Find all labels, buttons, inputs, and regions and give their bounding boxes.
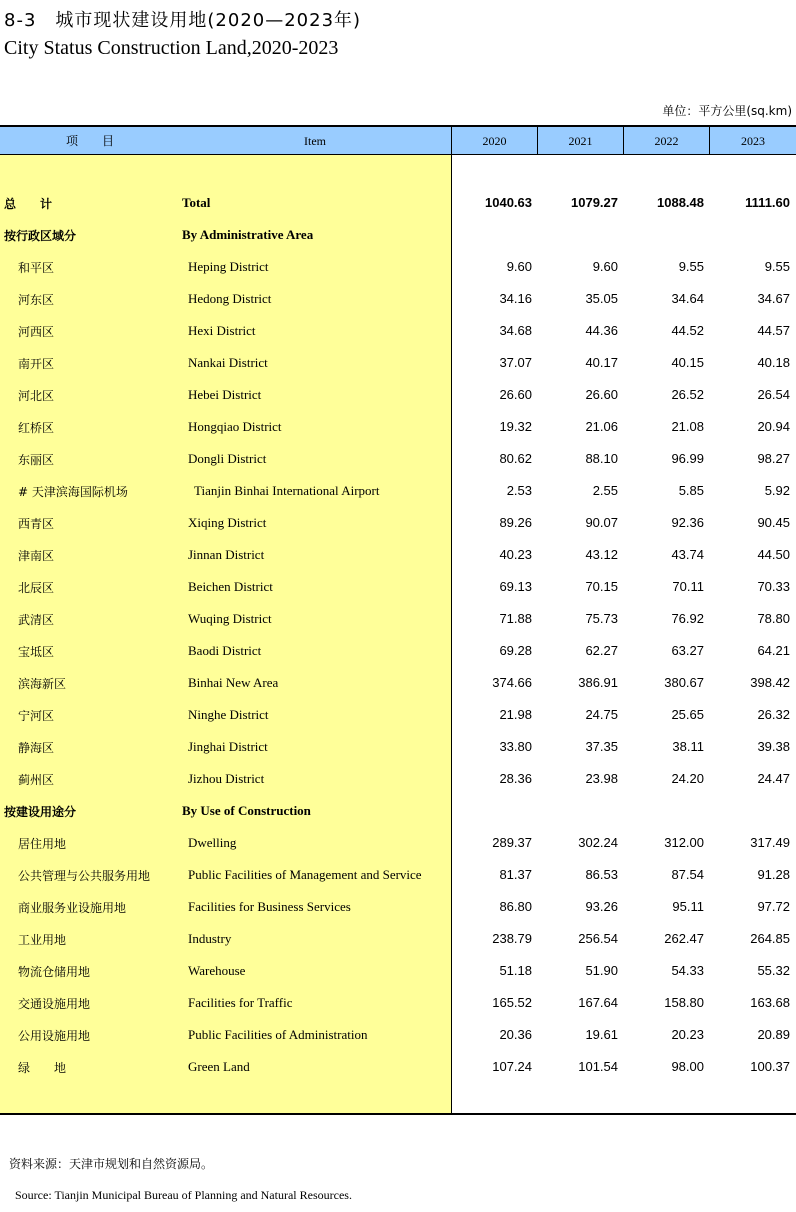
row-value-2022: 1088.48 [657,195,704,210]
table-row [0,955,796,987]
header-year: 2022 [654,134,679,148]
table-row [0,283,796,315]
row-value-2023: 24.47 [757,771,790,786]
row-value-2021: 88.10 [585,451,618,466]
row-label-cn: 河东区 [18,293,55,307]
row-value-2023: 100.37 [750,1059,790,1074]
row-label-cn: 物流仓储用地 [18,965,91,979]
table-row [0,411,796,443]
row-value-2021: 26.60 [585,387,618,402]
row-value-2020: 81.37 [499,867,532,882]
row-label-en: Binhai New Area [188,675,279,690]
row-value-2020: 40.23 [499,547,532,562]
row-value-2022: 43.74 [671,547,704,562]
table-bottom-rule [0,1113,796,1115]
row-label-en: Hebei District [188,387,262,402]
row-value-2021: 51.90 [585,963,618,978]
row-label-en: Public Facilities of Administration [188,1027,368,1042]
row-value-2020: 26.60 [499,387,532,402]
row-value-2020: 165.52 [492,995,532,1010]
row-value-2023: 163.68 [750,995,790,1010]
row-value-2020: 1040.63 [485,195,532,210]
row-value-2023: 264.85 [750,931,790,946]
row-value-2022: 40.15 [671,355,704,370]
row-value-2023: 97.72 [757,899,790,914]
row-value-2021: 40.17 [585,355,618,370]
table-row [0,347,796,379]
data-table [0,125,796,1115]
row-label-en: Ninghe District [188,707,269,722]
row-label-en: By Administrative Area [182,227,314,242]
row-value-2022: 70.11 [672,579,704,594]
table-row [0,731,796,763]
row-label-en: Beichen District [188,579,273,594]
row-value-2020: 80.62 [499,451,532,466]
row-label-cn: 交通设施用地 [18,997,91,1011]
row-value-2021: 70.15 [585,579,618,594]
row-value-2020: 69.28 [499,643,532,658]
row-value-2023: 78.80 [757,611,790,626]
table-row [0,571,796,603]
row-value-2023: 64.21 [757,643,790,658]
row-label-en: Heping District [188,259,269,274]
table-row [0,539,796,571]
table-row [0,923,796,955]
row-value-2021: 386.91 [578,675,618,690]
table-row [0,1051,796,1083]
table-row [0,795,796,827]
unit-label: 单位：平方公里(sq.km) [662,104,792,118]
row-label-cn: 总 计 [4,197,53,211]
table-row [0,379,796,411]
source-note-en: Source: Tianjin Municipal Bureau of Planning and Natural Resources. [15,1188,352,1202]
row-value-2020: 89.26 [499,515,532,530]
row-value-2022: 96.99 [671,451,704,466]
row-label-en: Jizhou District [188,771,265,786]
row-value-2023: 5.92 [764,483,790,498]
row-value-2023: 44.57 [757,323,790,338]
header-bottom-rule [0,154,796,155]
row-value-2022: 26.52 [671,387,704,402]
row-label-cn: 南开区 [18,357,55,371]
row-value-2022: 38.11 [672,739,704,754]
row-value-2020: 34.16 [499,291,532,306]
row-label-en: Facilities for Traffic [188,995,293,1010]
row-label-en: Dongli District [188,451,267,466]
row-label-en: Jinghai District [188,739,268,754]
table-row [0,763,796,795]
row-label-cn: 工业用地 [18,933,67,947]
row-label-en: Hongqiao District [188,419,282,434]
table-row [0,987,796,1019]
table-row [0,859,796,891]
row-value-2022: 98.00 [671,1059,704,1074]
row-label-cn: 蓟州区 [18,773,55,787]
row-label-en: Jinnan District [188,547,265,562]
row-value-2020: 51.18 [499,963,532,978]
row-label-en: Nankai District [188,355,268,370]
row-value-2020: 289.37 [492,835,532,850]
row-value-2020: 374.66 [492,675,532,690]
row-value-2023: 398.42 [750,675,790,690]
row-value-2022: 21.08 [671,419,704,434]
row-label-cn: 公用设施用地 [18,1029,91,1043]
row-value-2021: 2.55 [592,483,618,498]
row-value-2023: 40.18 [757,355,790,370]
row-value-2023: 39.38 [757,739,790,754]
table-row [0,1019,796,1051]
row-label-cn: 滨海新区 [18,677,67,691]
row-label-cn: 宁河区 [18,709,55,723]
row-value-2023: 55.32 [757,963,790,978]
row-label-en: Wuqing District [188,611,272,626]
row-value-2020: 20.36 [499,1027,532,1042]
row-value-2022: 158.80 [664,995,704,1010]
row-value-2021: 86.53 [585,867,618,882]
row-value-2020: 2.53 [506,483,532,498]
row-label-cn: 东丽区 [18,453,55,467]
row-label-cn: 按行政区域分 [4,229,77,243]
source-note-cn: 资料来源：天津市规划和自然资源局。 [9,1157,214,1171]
row-label-cn: 西青区 [18,517,55,531]
row-value-2021: 75.73 [585,611,618,626]
row-value-2022: 54.33 [671,963,704,978]
row-value-2022: 63.27 [671,643,704,658]
row-value-2023: 44.50 [757,547,790,562]
row-value-2020: 21.98 [499,707,532,722]
row-label-en: Baodi District [188,643,262,658]
row-label-en: Hexi District [188,323,256,338]
row-value-2021: 62.27 [585,643,618,658]
row-label-en: Hedong District [188,291,272,306]
row-label-cn: 绿 地 [18,1061,67,1075]
row-value-2022: 92.36 [671,515,704,530]
table-row [0,251,796,283]
row-value-2022: 312.00 [664,835,704,850]
table-row [0,603,796,635]
header-year: 2020 [482,134,507,148]
row-value-2020: 69.13 [499,579,532,594]
row-value-2022: 24.20 [671,771,704,786]
row-value-2023: 9.55 [764,259,790,274]
row-value-2021: 44.36 [585,323,618,338]
row-value-2023: 91.28 [757,867,790,882]
row-value-2022: 34.64 [671,291,704,306]
row-value-2023: 70.33 [757,579,790,594]
row-label-en: Public Facilities of Management and Service [188,867,422,882]
row-value-2022: 25.65 [671,707,704,722]
row-value-2021: 302.24 [578,835,618,850]
row-value-2021: 9.60 [592,259,618,274]
row-value-2021: 19.61 [585,1027,618,1042]
row-label-cn: 宝坻区 [18,645,55,659]
table-row [0,443,796,475]
row-label-en: Facilities for Business Services [188,899,351,914]
header-year: 2021 [568,134,593,148]
page-title: 8-3 城市现状建设用地(2020—2023年) [4,10,362,31]
row-value-2022: 76.92 [671,611,704,626]
row-value-2021: 256.54 [578,931,618,946]
row-label-en: Xiqing District [188,515,267,530]
row-value-2021: 90.07 [585,515,618,530]
row-value-2020: 107.24 [492,1059,532,1074]
row-label-cn: 居住用地 [18,837,67,851]
row-value-2020: 9.60 [506,259,532,274]
row-value-2020: 238.79 [492,931,532,946]
row-value-2021: 93.26 [585,899,618,914]
header-item-cn: 项 目 [65,134,114,148]
table-header [0,125,796,155]
row-value-2021: 167.64 [578,995,618,1010]
row-value-2020: 86.80 [499,899,532,914]
row-label-en: Tianjin Binhai International Airport [194,483,380,498]
row-value-2020: 34.68 [499,323,532,338]
row-label-cn: 河北区 [18,389,55,403]
row-value-2023: 20.89 [757,1027,790,1042]
row-value-2021: 23.98 [585,771,618,786]
row-value-2022: 380.67 [664,675,704,690]
row-value-2021: 21.06 [585,419,618,434]
table-row [0,219,796,251]
row-value-2020: 28.36 [499,771,532,786]
row-value-2022: 44.52 [671,323,704,338]
row-value-2020: 33.80 [499,739,532,754]
row-value-2022: 20.23 [671,1027,704,1042]
row-value-2020: 71.88 [499,611,532,626]
row-label-en: Green Land [188,1059,250,1074]
row-value-2021: 37.35 [585,739,618,754]
row-value-2020: 37.07 [499,355,532,370]
table-row [0,507,796,539]
row-value-2021: 24.75 [585,707,618,722]
row-value-2022: 95.11 [672,899,704,914]
page-subtitle: City Status Construction Land,2020-2023 [4,37,339,59]
row-label-cn: 红桥区 [18,421,55,435]
row-label-cn: 和平区 [18,261,55,275]
header-year: 2023 [741,134,765,148]
table-row [0,667,796,699]
row-label-cn: 按建设用途分 [4,805,77,819]
row-label-cn: 河西区 [18,325,55,339]
row-value-2021: 1079.27 [571,195,618,210]
row-label-en: Total [182,195,211,210]
row-value-2022: 262.47 [664,931,704,946]
row-value-2021: 35.05 [585,291,618,306]
row-label-cn: 北辰区 [18,581,55,595]
table-row [0,699,796,731]
table-row [0,891,796,923]
table-row [0,635,796,667]
row-label-en: By Use of Construction [182,803,311,818]
row-value-2023: 34.67 [757,291,790,306]
row-label-cn: 武清区 [18,613,55,627]
row-label-cn: 公共管理与公共服务用地 [18,869,151,883]
row-value-2023: 26.32 [757,707,790,722]
row-label-cn: 津南区 [18,549,55,563]
row-value-2023: 317.49 [750,835,790,850]
row-value-2023: 98.27 [757,451,790,466]
header-item-en: Item [304,134,326,148]
row-label-cn: 商业服务业设施用地 [18,901,127,915]
row-value-2022: 87.54 [671,867,704,882]
row-value-2023: 26.54 [757,387,790,402]
table-row [0,187,796,219]
row-value-2020: 19.32 [499,419,532,434]
row-value-2022: 9.55 [678,259,704,274]
row-value-2023: 20.94 [757,419,790,434]
row-value-2021: 43.12 [585,547,618,562]
table-row [0,827,796,859]
table-row [0,315,796,347]
row-label-en: Dwelling [188,835,237,850]
row-label-en: Industry [188,931,232,946]
row-value-2023: 90.45 [757,515,790,530]
row-value-2022: 5.85 [678,483,704,498]
row-value-2021: 101.54 [578,1059,618,1074]
row-label-cn: 静海区 [18,741,55,755]
row-value-2023: 1111.60 [745,195,790,210]
table-row [0,475,796,507]
row-label-cn: # 天津滨海国际机场 [18,485,128,499]
row-label-en: Warehouse [188,963,246,978]
